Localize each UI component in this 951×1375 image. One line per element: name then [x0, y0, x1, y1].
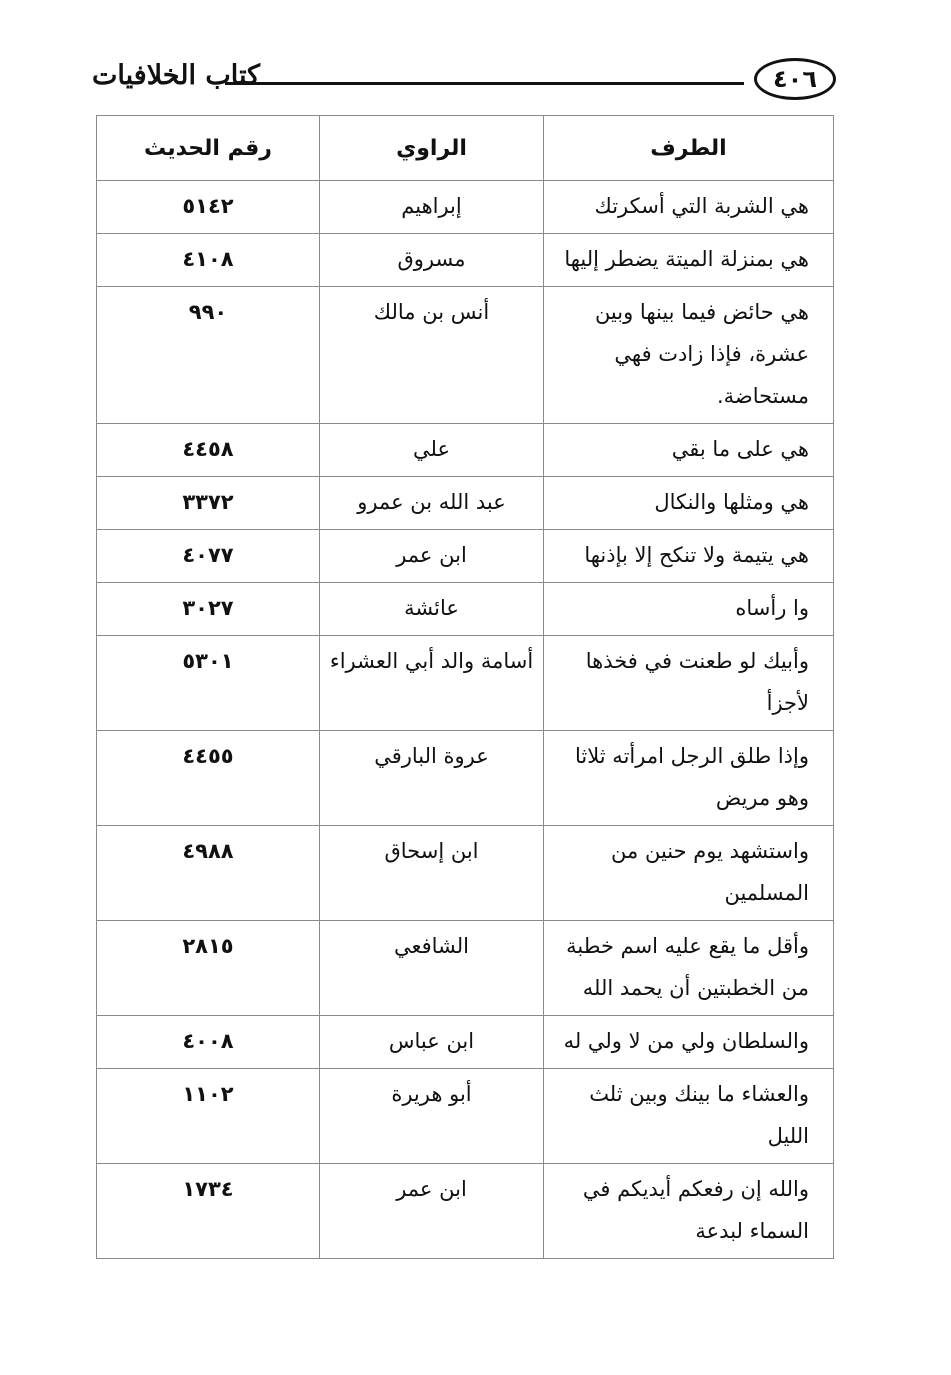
cell-tarf: وأقل ما يقع عليه اسم خطبة من الخطبتين أن يحمد الله — [544, 921, 834, 1016]
cell-number: ٤٠٠٨ — [97, 1016, 320, 1069]
column-header-number: رقم الحديث — [97, 116, 320, 181]
cell-number: ٢٨١٥ — [97, 921, 320, 1016]
table-header-row — [97, 116, 834, 181]
cell-tarf: والله إن رفعكم أيديكم في السماء لبدعة — [544, 1164, 834, 1259]
column-header-tarf: الطرف — [544, 116, 834, 181]
cell-rawi: عائشة — [320, 583, 544, 636]
hadith-index-table — [96, 115, 834, 1259]
table-row — [97, 477, 834, 530]
cell-tarf: هي ومثلها والنكال — [544, 477, 834, 530]
table-row — [97, 826, 834, 921]
cell-number: ٥٣٠١ — [97, 636, 320, 731]
cell-tarf: هي حائض فيما بينها وبين عشرة، فإذا زادت فهي مستحاضة. — [544, 287, 834, 424]
table-row — [97, 921, 834, 1016]
cell-rawi: إبراهيم — [320, 181, 544, 234]
cell-number: ٤١٠٨ — [97, 234, 320, 287]
table-row — [97, 424, 834, 477]
cell-number: ٤٠٧٧ — [97, 530, 320, 583]
cell-number: ١٧٣٤ — [97, 1164, 320, 1259]
cell-tarf: وأبيك لو طعنت في فخذها لأجزأ — [544, 636, 834, 731]
table-row — [97, 234, 834, 287]
cell-rawi: ابن عباس — [320, 1016, 544, 1069]
cell-rawi: ابن إسحاق — [320, 826, 544, 921]
cell-rawi: أسامة والد أبي العشراء — [320, 636, 544, 731]
table-row — [97, 731, 834, 826]
cell-number: ٤٤٥٥ — [97, 731, 320, 826]
cell-rawi: أنس بن مالك — [320, 287, 544, 424]
cell-rawi: علي — [320, 424, 544, 477]
cell-rawi: ابن عمر — [320, 1164, 544, 1259]
cell-tarf: وا رأساه — [544, 583, 834, 636]
cell-number: ٣٠٢٧ — [97, 583, 320, 636]
column-header-rawi: الراوي — [320, 116, 544, 181]
cell-number: ١١٠٢ — [97, 1069, 320, 1164]
header-rule — [225, 82, 744, 85]
cell-number: ٥١٤٢ — [97, 181, 320, 234]
table-row — [97, 181, 834, 234]
cell-number: ٤٩٨٨ — [97, 826, 320, 921]
cell-number: ٣٣٧٢ — [97, 477, 320, 530]
cell-tarf: هي بمنزلة الميتة يضطر إليها — [544, 234, 834, 287]
cell-tarf: والعشاء ما بينك وبين ثلث الليل — [544, 1069, 834, 1164]
cell-rawi: ابن عمر — [320, 530, 544, 583]
cell-tarf: والسلطان ولي من لا ولي له — [544, 1016, 834, 1069]
cell-rawi: مسروق — [320, 234, 544, 287]
table-row — [97, 636, 834, 731]
page-number: ٤٠٦ — [754, 58, 836, 100]
cell-rawi: أبو هريرة — [320, 1069, 544, 1164]
cell-rawi: عروة البارقي — [320, 731, 544, 826]
book-title: كتاب الخلافيات — [92, 60, 261, 91]
page-header — [90, 52, 842, 104]
table-row — [97, 1164, 834, 1259]
table-row — [97, 1069, 834, 1164]
cell-tarf: وإذا طلق الرجل امرأته ثلاثا وهو مريض — [544, 731, 834, 826]
cell-rawi: الشافعي — [320, 921, 544, 1016]
cell-tarf: واستشهد يوم حنين من المسلمين — [544, 826, 834, 921]
cell-number: ٤٤٥٨ — [97, 424, 320, 477]
table-row — [97, 583, 834, 636]
cell-tarf: هي يتيمة ولا تنكح إلا بإذنها — [544, 530, 834, 583]
cell-tarf: هي على ما بقي — [544, 424, 834, 477]
cell-number: ٩٩٠ — [97, 287, 320, 424]
cell-rawi: عبد الله بن عمرو — [320, 477, 544, 530]
cell-tarf: هي الشربة التي أسكرتك — [544, 181, 834, 234]
hadith-index-table-wrapper — [96, 115, 833, 1259]
table-row — [97, 1016, 834, 1069]
table-row — [97, 287, 834, 424]
table-row — [97, 530, 834, 583]
